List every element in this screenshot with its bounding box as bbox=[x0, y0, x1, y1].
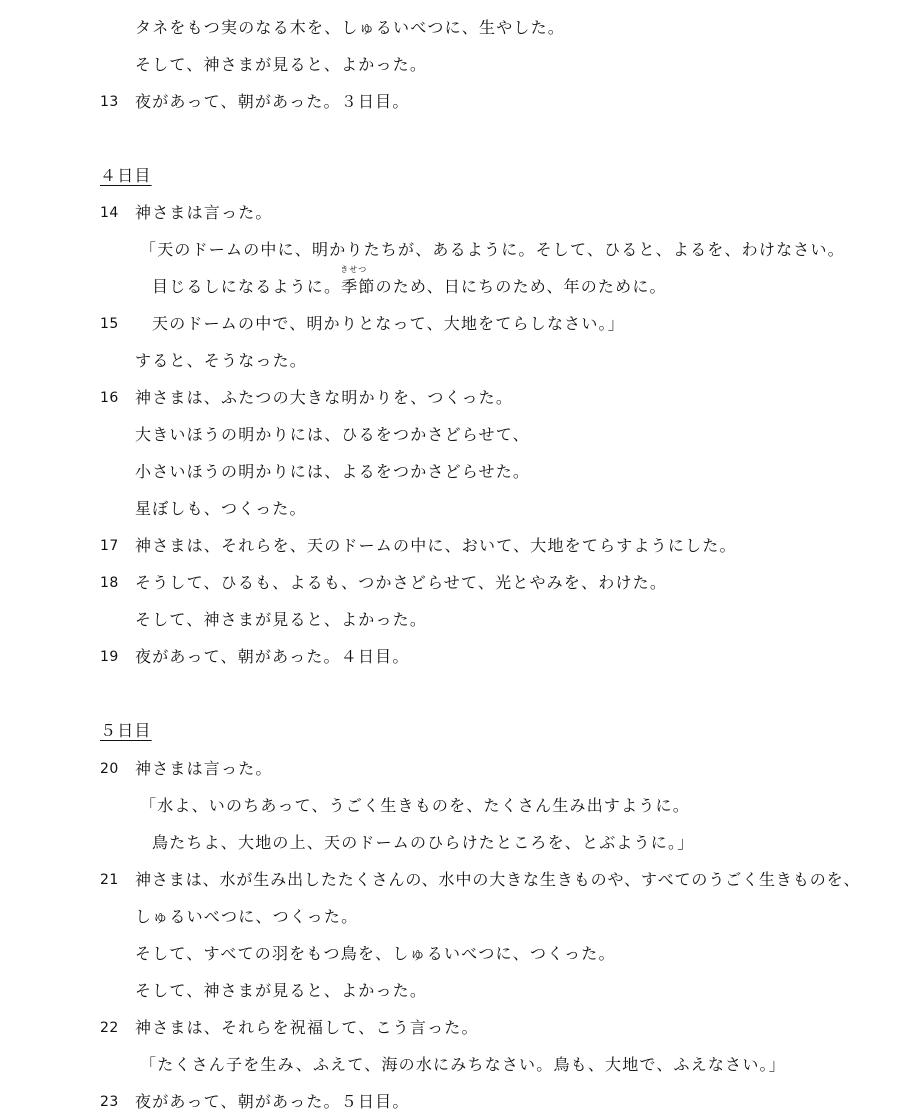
verse-text: 神さまは言った。 bbox=[135, 759, 273, 778]
verse-text: 神さまは言った。 bbox=[135, 203, 273, 222]
text-line: 大きいほうの明かりには、ひるをつかさどらせて、 bbox=[135, 425, 530, 444]
text-line: しゅるいべつに、つくった。 bbox=[135, 907, 359, 926]
text-line: そして、神さまが見ると、よかった。 bbox=[135, 610, 428, 629]
verse-text: 神さまは、それらを祝福して、こう言った。 bbox=[135, 1018, 479, 1037]
text-line: そして、神さまが見ると、よかった。 bbox=[135, 981, 428, 1000]
verse-text: 神さまは、水が生み出したたくさんの、水中の大きな生きものや、すべてのうごく生きものを、 bbox=[135, 870, 861, 889]
quote-text: のため、日にちのため、年のために。 bbox=[375, 277, 667, 296]
quote-line: 「たくさん子を生み、ふえて、海の水にみちなさい。鳥も、大地で、ふえなさい。」 bbox=[140, 1055, 786, 1074]
quote-text: 目じるしになるように。 bbox=[152, 277, 342, 296]
section-heading-day5: ５日目 bbox=[100, 721, 152, 740]
quote-line-with-ruby bbox=[152, 265, 667, 297]
verse-text: 夜があって、朝があった。３日目。 bbox=[135, 92, 410, 111]
text-line: そして、神さまが見ると、よかった。 bbox=[135, 55, 428, 74]
quote-line: 「水よ、いのちあって、うごく生きものを、たくさん生み出すように。 bbox=[140, 796, 690, 815]
verse-text: 神さまは、それらを、天のドームの中に、おいて、大地をてらすようにした。 bbox=[135, 536, 737, 555]
verse-text: そうして、ひるも、よるも、つかさどらせて、光とやみを、わけた。 bbox=[135, 573, 668, 592]
verse-text: 神さまは、ふたつの大きな明かりを、つくった。 bbox=[135, 388, 514, 407]
verse-number: 17 bbox=[100, 538, 119, 554]
ruby-word bbox=[340, 265, 376, 297]
ruby-base: 季節 bbox=[341, 277, 376, 296]
verse-number: 16 bbox=[100, 390, 119, 406]
verse-text: 夜があって、朝があった。４日目。 bbox=[135, 647, 410, 666]
verse-number: 14 bbox=[100, 205, 119, 221]
verse-number: 22 bbox=[100, 1020, 119, 1036]
verse-number: 15 bbox=[100, 316, 119, 332]
verse-number: 19 bbox=[100, 649, 119, 665]
text-line: タネをもつ実のなる木を、しゅるいべつに、生やした。 bbox=[135, 18, 566, 37]
verse-number: 13 bbox=[100, 94, 119, 110]
verse-number: 18 bbox=[100, 575, 119, 591]
verse-number: 20 bbox=[100, 761, 119, 777]
verse-number: 23 bbox=[100, 1094, 119, 1110]
quote-line: 「天のドームの中に、明かりたちが、あるように。そして、ひると、よるを、わけなさい。 bbox=[140, 240, 845, 259]
quote-line: 天のドームの中で、明かりとなって、大地をてらしなさい。」 bbox=[152, 314, 625, 333]
text-line: 星ぼしも、つくった。 bbox=[135, 499, 307, 518]
text-line: すると、そうなった。 bbox=[135, 351, 308, 370]
quote-line: 鳥たちよ、大地の上、天のドームのひらけたところを、とぶように。」 bbox=[152, 833, 695, 852]
verse-number: 21 bbox=[100, 872, 119, 888]
text-line: そして、すべての羽をもつ鳥を、しゅるいべつに、つくった。 bbox=[135, 944, 616, 963]
text-line: 小さいほうの明かりには、よるをつかさどらせた。 bbox=[135, 462, 531, 481]
section-heading-day4: ４日目 bbox=[100, 166, 152, 185]
verse-text: 夜があって、朝があった。５日目。 bbox=[135, 1092, 410, 1111]
furigana: きせつ bbox=[340, 265, 368, 274]
